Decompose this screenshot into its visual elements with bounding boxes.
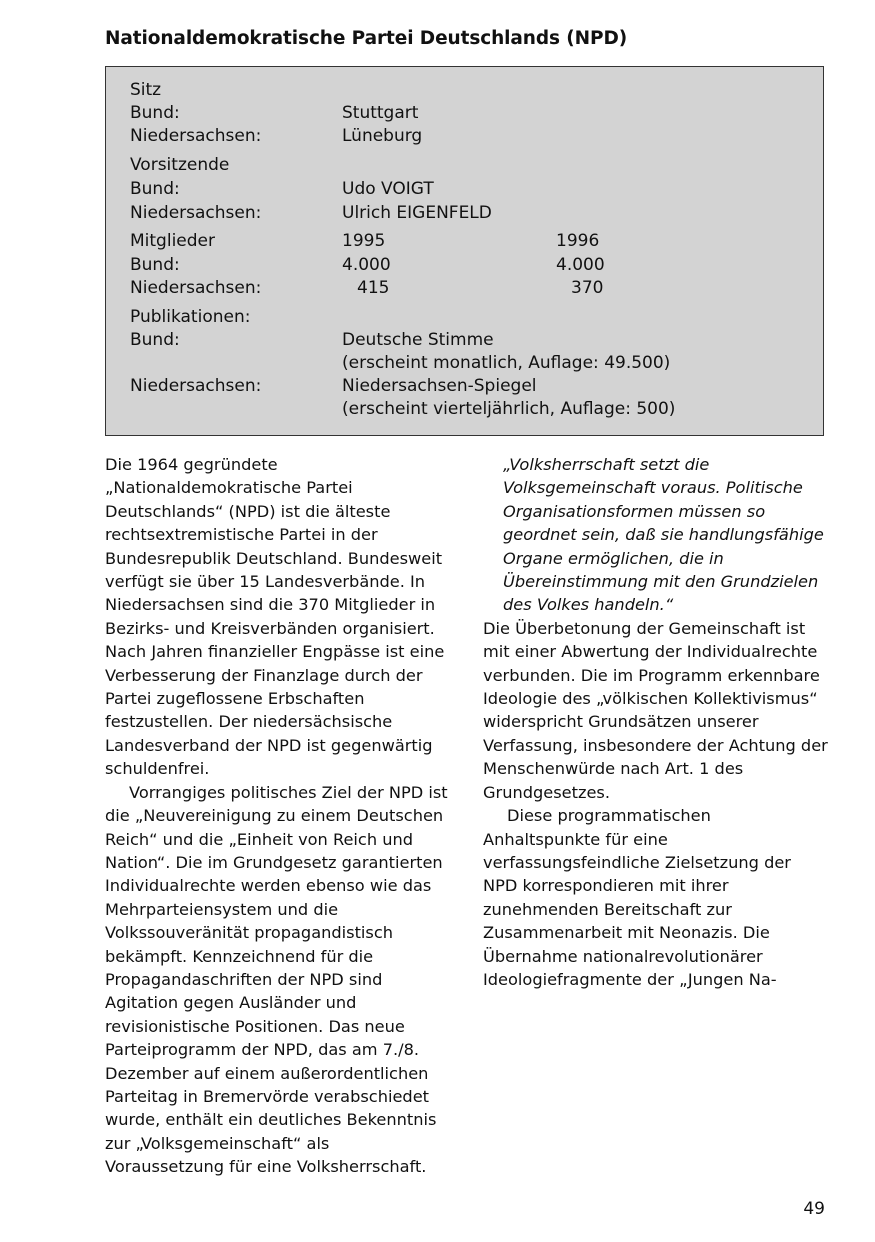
sitz-label: Sitz	[130, 80, 162, 100]
vorsitzende-label: Vorsitzende	[130, 155, 230, 175]
left-text-column	[105, 453, 450, 1179]
body-paragraph: Die Überbetonung der Gemeinschaft ist mit einer Abwertung der Individualrechte verbunden. Die im Programm erkennbare Ideologie des „völkischen Kollektivismus“ widerspricht Grundsätzen unserer Verfassung, insbesondere der Achtung der Menschenwürde nach Art. 1 des Grundgesetzes.	[483, 618, 828, 802]
body-paragraph: Die 1964 gegründete „Nationaldemokratische Partei Deutschlands“ (NPD) ist die älteste rechtsextremistische Partei in der Bundesrepublik Deutschland. Bundesweit verfügt sie über 15 Landesverbände. In Niedersachsen sind die 370 Mitglieder in Bezirks- und Kreisverbänden organisiert. Nach Jahren finanzieller Engpässe ist eine Verbesserung der Finanzlage durch der Partei zugeflossene Erbschaften festzustellen. Der niedersächsische Landesverband der NPD ist gegenwärtig schuldenfrei.	[105, 455, 445, 779]
vorsitzende-bund-label: Bund:	[130, 179, 180, 199]
sitz-bund-value: Stuttgart	[342, 103, 419, 123]
mitglieder-bund-label: Bund:	[130, 255, 180, 275]
mitglieder-nds-label: Niedersachsen:	[130, 278, 262, 298]
publikationen-nds-label: Niedersachsen:	[130, 376, 262, 396]
publikationen-bund-name: Deutsche Stimme	[342, 330, 494, 350]
page-title: Nationaldemokratische Partei Deutschlands (NPD)	[105, 28, 628, 49]
year-1995-header: 1995	[342, 231, 386, 251]
mitglieder-nds-1995: 415	[357, 278, 390, 298]
right-text-column	[483, 453, 828, 991]
sitz-nds-value: Lüneburg	[342, 126, 423, 146]
sitz-nds-label: Niedersachsen:	[130, 126, 262, 146]
publikationen-bund-label: Bund:	[130, 330, 180, 350]
sitz-bund-label: Bund:	[130, 103, 180, 123]
program-quote: „Volksherrschaft setzt die Volksgemeinschaft voraus. Politische Organisationsformen müssen so geordnet sein, daß sie handlungsfähige Organe ermöglichen, die in Übereinstimmung mit den Grundzielen des Volkes handeln.“	[503, 455, 824, 615]
page-number: 49	[803, 1199, 825, 1219]
mitglieder-bund-1996: 4.000	[556, 255, 605, 275]
vorsitzende-nds-label: Niedersachsen:	[130, 203, 262, 223]
vorsitzende-bund-value: Udo VOIGT	[342, 179, 434, 199]
mitglieder-nds-1996: 370	[571, 278, 604, 298]
body-paragraph: Vorrangiges politisches Ziel der NPD ist die „Neuvereinigung zu einem Deutschen Reich“ und die „Einheit von Reich und Nation“. Die im Grundgesetz garantierten Individualrechte werden ebenso wie das Mehrparteiensystem und die Volkssouveränität propagandistisch bekämpft. Kennzeichnend für die Propagandaschriften der NPD sind Agitation gegen Ausländer und revisionistische Positionen. Das neue Parteiprogramm der NPD, das am 7./8. Dezember auf einem außerordentlichen Parteitag in Bremervörde verabschiedet wurde, enthält ein deutliches Bekenntnis zur „Volksgemeinschaft“ als Voraussetzung für eine Volksherrschaft.	[105, 782, 448, 1177]
mitglieder-bund-1995: 4.000	[342, 255, 391, 275]
publikationen-nds-name: Niedersachsen-Spiegel	[342, 376, 537, 396]
body-paragraph: Diese programmatischen Anhaltspunkte für eine verfassungsfeindliche Zielsetzung der NPD korrespondieren mit ihrer zunehmenden Bereitschaft zur Zusammenarbeit mit Neonazis. Die Übernahme nationalrevolutionärer Ideologiefragmente der „Jungen Na-	[483, 806, 791, 989]
publikationen-label: Publikationen:	[130, 307, 251, 327]
publikationen-nds-detail: (erscheint vierteljährlich, Auflage: 500)	[342, 399, 676, 419]
vorsitzende-nds-value: Ulrich EIGENFELD	[342, 203, 492, 223]
publikationen-bund-detail: (erscheint monatlich, Auflage: 49.500)	[342, 353, 671, 373]
party-info-box	[105, 66, 824, 436]
mitglieder-label: Mitglieder	[130, 231, 215, 251]
year-1996-header: 1996	[556, 231, 600, 251]
